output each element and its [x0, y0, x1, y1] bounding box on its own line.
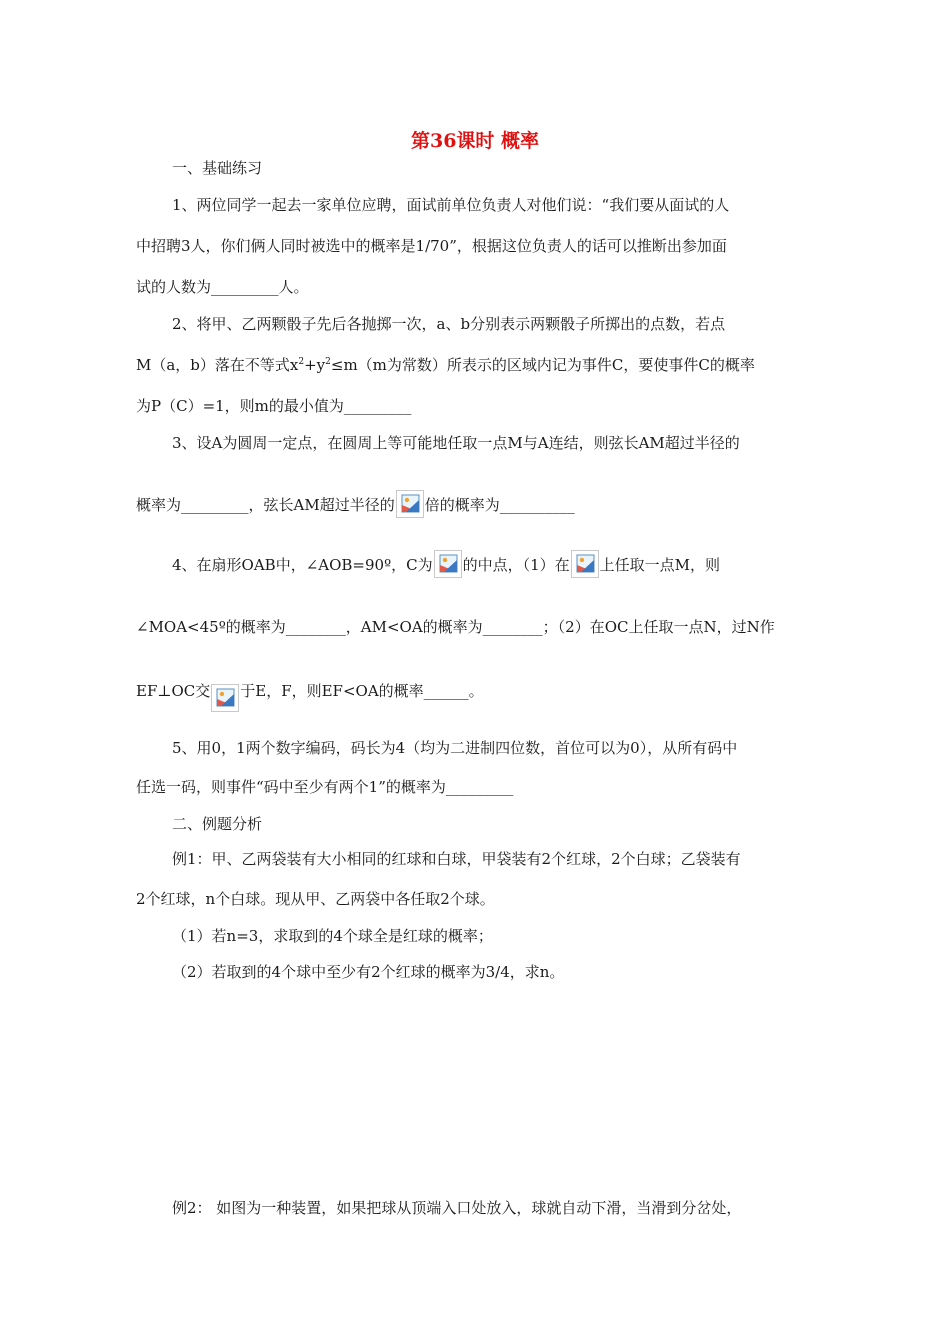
broken-image-icon [571, 550, 599, 578]
q3-line-1: 3、设A为圆周一定点，在圆周上等可能地任取一点M与A连结，则弦长AM超过半径的 [172, 434, 740, 452]
q4-line-3: EF⊥OC交 于E，F，则EF<OA的概率______。 [136, 678, 484, 706]
q1-line-3: 试的人数为_________人。 [136, 278, 309, 296]
ex1-part-2: （2）若取到的4个球中至少有2个红球的概率为3/4，求n。 [172, 963, 565, 981]
ex1-part-1: （1）若n=3，求取到的4个球全是红球的概率； [172, 927, 493, 945]
q1-line-1: 1、两位同学一起去一家单位应聘，面试前单位负责人对他们说：“我们要从面试的人 [172, 196, 730, 214]
page-title: 第36课时 概率 [410, 130, 540, 152]
q2-line-3: 为P（C）=1，则m的最小值为_________ [136, 397, 412, 415]
q2-line-1: 2、将甲、乙两颗骰子先后各抛掷一次，a、b分别表示两颗骰子所掷出的点数，若点 [172, 315, 726, 333]
broken-image-icon [396, 490, 424, 518]
q4-line-2: ∠MOA<45º的概率为________，AM<OA的概率为________；（2）在OC上任取一点N，过N作 [136, 618, 775, 636]
ex1-line-2: 2个红球，n个白球。现从甲、乙两袋中各任取2个球。 [136, 890, 495, 908]
broken-image-icon [211, 684, 239, 712]
section-heading-examples: 二、例题分析 [172, 815, 263, 833]
q3-line-2: 概率为_________，弦长AM超过半径的 倍的概率为__________ [136, 492, 575, 520]
q5-line-2: 任选一码，则事件“码中至少有两个1”的概率为_________ [136, 778, 514, 796]
q2-line-2: M（a，b）落在不等式$x^2+y^2\le m(m$为常数）所表示的区域内记为事件C，要使事件C的概率 [136, 356, 755, 374]
section-heading-basic: 一、基础练习 [172, 159, 263, 177]
q1-line-2: 中招聘3人，你们俩人同时被选中的概率是1/70”，根据这位负责人的话可以推断出参加面 [136, 237, 727, 255]
ex1-line-1: 例1：甲、乙两袋装有大小相同的红球和白球，甲袋装有2个红球，2个白球；乙袋装有 [172, 850, 741, 868]
broken-image-icon [434, 550, 462, 578]
q5-line-1: 5、用0，1两个数字编码，码长为4（均为二进制四位数，首位可以为0），从所有码中 [172, 739, 738, 757]
ex2-line-1: 例2： 如图为一种装置，如果把球从顶端入口处放入，球就自动下滑，当滑到分岔处， [172, 1199, 742, 1217]
q4-line-1: 4、在扇形OAB中，∠AOB=90º，C为 的中点，（1）在 上任取一点M，则 [172, 552, 720, 580]
